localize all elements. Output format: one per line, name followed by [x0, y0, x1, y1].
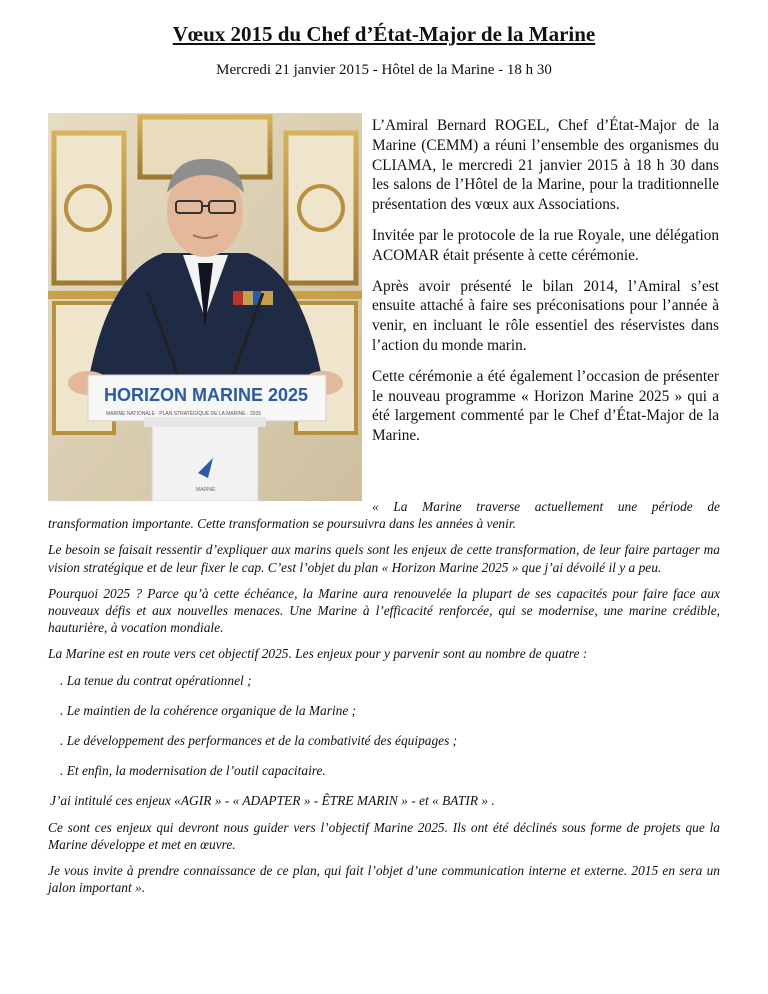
- event-subtitle: Mercredi 21 janvier 2015 - Hôtel de la Marine - 18 h 30: [216, 62, 552, 78]
- admiral-photo: [48, 113, 362, 501]
- banner-text: HORIZON MARINE 2025: [104, 385, 309, 405]
- quote-list-item: . Et enfin, la modernisation de l’outil capacitaire.: [60, 763, 326, 779]
- quote-list-item: . La tenue du contrat opérationnel ;: [60, 672, 252, 688]
- intro-paragraph: Invitée par le protocole de la rue Royale, une délégation ACOMAR était présente à cette cérémonie.: [372, 226, 719, 264]
- quote-paragraph: « La Marine traverse actuellement une période de transformation importante. Cette transformation se poursuivra dans les années à venir.: [48, 499, 720, 532]
- quote-paragraph: Le besoin se faisait ressentir d’expliquer aux marins quels sont les enjeux de cette transformation, de leur faire partager ma vision stratégique et de leur fixer le cap. C’est l’objet du plan « Horizon Marine 2025 » que j’ai dévoilé il y a peu.: [48, 542, 720, 575]
- quote-paragraph: Ce sont ces enjeux qui devront nous guider vers l’objectif Marine 2025. Ils ont été déclinés sous forme de projets que la Marine développe et met en œuvre.: [48, 819, 720, 852]
- intro-paragraph: Après avoir présenté le bilan 2014, l’Amiral s’est ensuite attaché à faire ses préconisations pour l’année à venir, en incluant le rôle essentiel des réservistes dans l’action du monde marin.: [372, 277, 719, 354]
- quote-paragraph: La Marine est en route vers cet objectif 2025. Les enjeux pour y parvenir sont au nombre de quatre :: [48, 646, 588, 662]
- intro-paragraph: L’Amiral Bernard ROGEL, Chef d’État-Major de la Marine (CEMM) a réuni l’ensemble des organismes du CLIAMA, le mercredi 21 janvier 2015 à 18 h 30 dans les salons de l’Hôtel de la Marine, pour la traditionnelle présentation des vœux aux Associations.: [372, 117, 719, 214]
- admiral-quote: [48, 498, 720, 905]
- intro-paragraph: Cette cérémonie a été également l’occasion de présenter le nouveau programme « Horizon Marine 2025 » qui a été largement commenté par le Chef d’État-Major de la Marine.: [372, 367, 719, 445]
- quote-list-item: . Le développement des performances et de la combativité des équipages ;: [60, 733, 458, 749]
- intro-column: [372, 116, 719, 457]
- quote-paragraph: Pourquoi 2025 ? Parce qu’à cette échéance, la Marine aura renouvelée la plupart de ses capacités pour faire face aux nouveaux défis et aux nouvelles menaces. Une Marine à l’efficacité renforcée, qui se modernise, une marine crédible, hauturière, à vocation mondiale.: [48, 585, 720, 636]
- page-title: Vœux 2015 du Chef d’État-Major de la Marine: [172, 22, 596, 46]
- quote-list-item: . Le maintien de la cohérence organique de la Marine ;: [60, 702, 357, 718]
- quote-paragraph: J’ai intitulé ces enjeux «AGIR » - « ADAPTER » - ÊTRE MARIN » - et « BATIR » .: [50, 793, 495, 809]
- quote-paragraph: Je vous invite à prendre connaissance de ce plan, qui fait l’objet d’une communication interne et externe. 2015 en sera un jalon important ».: [48, 863, 720, 896]
- lectern-text: MARINE: [196, 487, 216, 493]
- banner-subtext: MARINE NATIONALE · PLAN STRATÉGIQUE DE LA MARINE · 2025: [106, 411, 262, 417]
